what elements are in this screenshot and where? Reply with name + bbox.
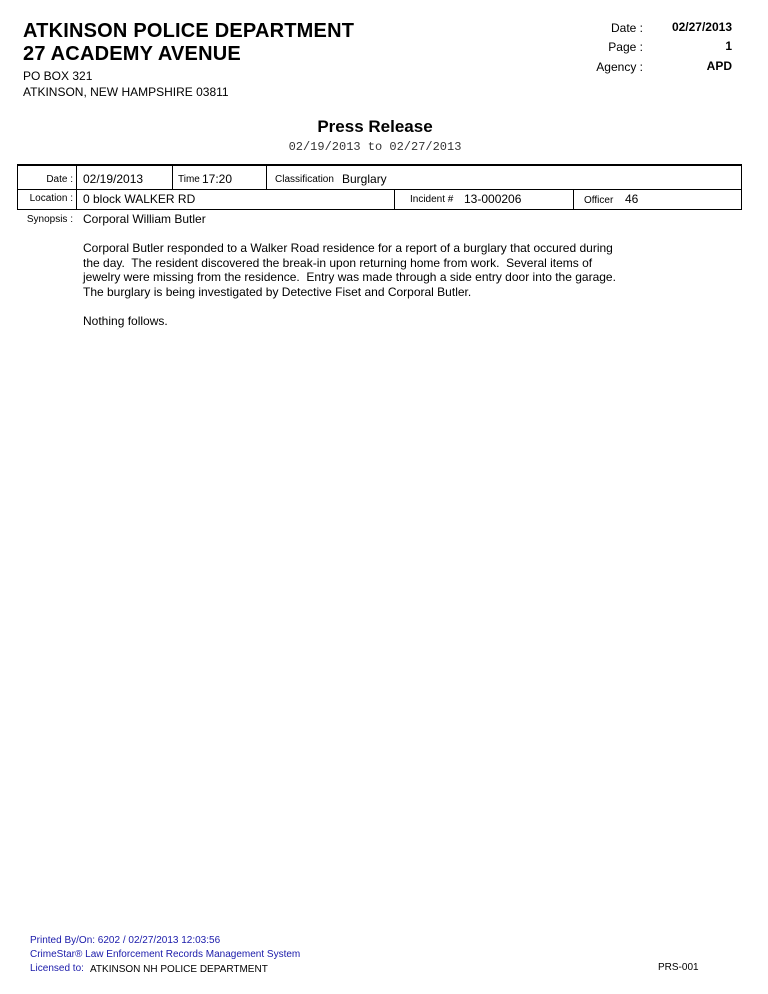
record-date-label: Date : [46, 174, 73, 185]
footer-form-code: PRS-001 [658, 962, 699, 973]
record-location-value: 0 block WALKER RD [83, 192, 196, 206]
header-page-value: 1 [725, 39, 732, 53]
record-classification-value: Burglary [342, 172, 387, 186]
department-city-state: ATKINSON, NEW HAMPSHIRE 03811 [23, 85, 229, 99]
record-label-column-divider [76, 165, 77, 210]
report-title: Press Release [317, 117, 433, 136]
record-time-value: 17:20 [202, 172, 233, 186]
narrative-line: jewelry were missing from the residence. Entry was made through a side entry door into the garage. [83, 270, 616, 284]
record-time-label: Time [178, 174, 200, 185]
footer-system-name: CrimeStar® Law Enforcement Records Management System [30, 949, 301, 960]
header-page-label: Page : [608, 40, 643, 54]
record-time-divider [172, 165, 173, 189]
department-street: 27 ACADEMY AVENUE [23, 43, 241, 65]
department-name: ATKINSON POLICE DEPARTMENT [23, 20, 355, 42]
record-classification-label: Classification [275, 174, 334, 185]
footer-printed-by: Printed By/On: 6202 / 02/27/2013 12:03:56 [30, 935, 221, 946]
narrative-closing: Nothing follows. [83, 314, 168, 328]
footer-licensed-label: Licensed to: [30, 963, 84, 974]
record-row-divider [17, 189, 742, 190]
narrative-line: Corporal Butler responded to a Walker Road residence for a report of a burglary that occured during [83, 241, 613, 255]
record-bottom-rule [17, 209, 742, 210]
record-synopsis-label: Synopsis : [26, 214, 73, 225]
record-date-value: 02/19/2013 [83, 172, 144, 186]
record-incident-divider [394, 189, 395, 210]
record-officer-divider [573, 189, 574, 210]
record-incident-label: Incident # [410, 194, 454, 205]
header-agency-value: APD [706, 59, 732, 73]
narrative-line: the day. The resident discovered the break-in upon returning home from work. Several items of [83, 255, 593, 270]
narrative-line: The burglary is being investigated by Detective Fiset and Corporal Butler. [83, 284, 472, 299]
record-right-border [741, 165, 742, 210]
header-agency-label: Agency : [596, 60, 643, 74]
record-officer-label: Officer [584, 195, 614, 206]
footer-licensed-value: ATKINSON NH POLICE DEPARTMENT [90, 964, 268, 975]
header-date-value: 02/27/2013 [671, 20, 732, 34]
report-date-range: 02/19/2013 to 02/27/2013 [288, 140, 462, 154]
record-top-rule [17, 164, 742, 166]
record-officer-value: 46 [625, 192, 639, 206]
record-classification-divider [266, 165, 267, 189]
record-left-border [17, 165, 18, 210]
header-date-label: Date : [610, 21, 643, 35]
department-po-box: PO BOX 321 [23, 69, 93, 83]
record-incident-value: 13-000206 [464, 192, 522, 206]
record-synopsis-value: Corporal William Butler [83, 212, 206, 226]
record-location-label: Location : [29, 193, 73, 204]
